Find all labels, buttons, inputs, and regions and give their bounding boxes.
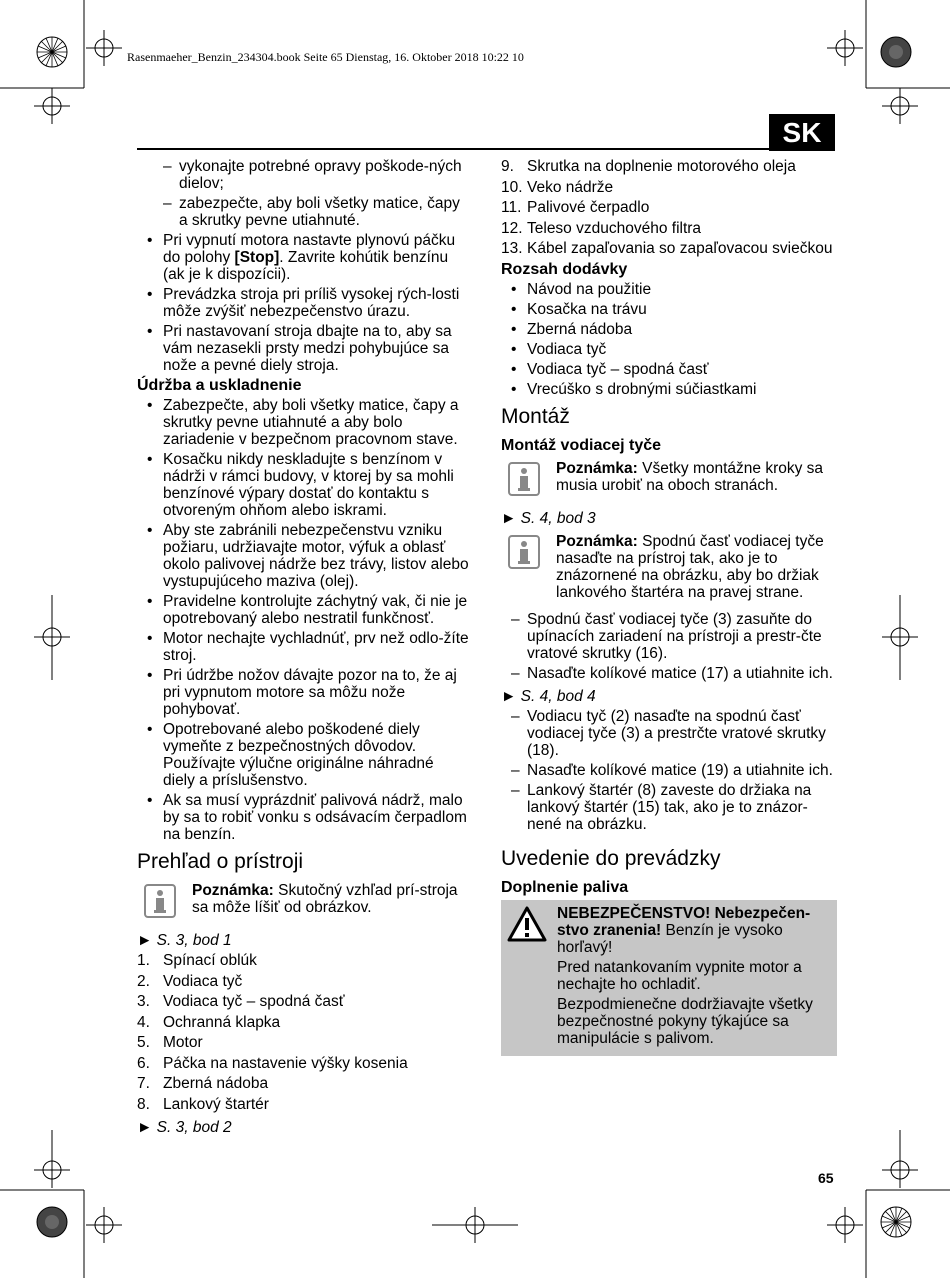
list-item: • Ak sa musí vyprázdniť palivová nádrž, malo by sa to robiť vonku s odsávacím čerpadlom na benzín. <box>137 792 469 843</box>
list-item: – Nasaďte kolíkové matice (17) a utiahnite ich. <box>501 665 837 682</box>
list-item: • Pri údržbe nožov dávajte pozor na to, že aj pri vypnutom motore sa môžu nože pohybovať. <box>137 667 469 718</box>
list-item: 3. Vodiaca tyč – spodná časť <box>137 993 345 1010</box>
list-item: – Lankový štartér (8) zaveste do držiaka na lankový štartér (15) tak, ako je to znázor-nené na obrázku. <box>501 782 837 833</box>
list-item: 5. Motor <box>137 1034 203 1051</box>
list-item: 2. Vodiaca tyč <box>137 972 243 990</box>
list-item: • Opotrebované alebo poškodené diely vymeňte z bezpečnostných dôvodov. Používajte výlučne originálne náhradné diely a príslušenstvo. <box>137 721 469 789</box>
overview-heading: Prehľad o prístroji <box>137 850 304 873</box>
figure-reference: ► S. 4, bod 3 <box>501 509 596 527</box>
fuel-subheading: Doplnenie paliva <box>501 878 629 896</box>
list-item: • Kosačka na trávu <box>501 301 837 318</box>
list-item: • Pri nastavovaní stroja dbajte na to, aby sa vám nezasekli prsty medzi pohybujúce sa nože a pevné diely stroja. <box>137 323 469 374</box>
list-item: • Pri vypnutí motora nastavte plynovú páčku do polohy [Stop]. Zavrite kohútik benzínu (ak je k dispozícii). <box>137 232 469 283</box>
list-item: – Spodnú časť vodiacej tyče (3) zasuňte do upínacích zariadení na prístroji a prestr-čte vratové skrutky (16). <box>501 611 837 662</box>
info-note-icon <box>508 535 540 569</box>
assembly-note: Poznámka: Všetky montážne kroky sa musia urobiť na oboch stranách. <box>501 460 837 500</box>
list-item: • Vrecúško s drobnými súčiastkami <box>501 381 837 398</box>
list-item: • Motor nechajte vychladnúť, prv než odlo-žíte stroj. <box>137 630 469 664</box>
list-item: 6. Páčka na nastavenie výšky kosenia <box>137 1054 408 1072</box>
danger-box: NEBEZPEČENSTVO! Nebezpečen-stvo zranenia! Benzín je vysoko horľavý! Pred natankovaním vypnite motor a nechajte ho ochladiť. Bezpodmienečne dodržiavajte všetky bezpečnostné pokyny týkajúce sa manipulácie s palivom. <box>501 900 837 1056</box>
list-item: 8. Lankový štartér <box>137 1095 269 1113</box>
list-item: 11. Palivové čerpadlo <box>501 199 650 216</box>
overview-note: Poznámka: Skutočný vzhľad prí-stroja sa môže líšiť od obrázkov. <box>137 882 469 922</box>
list-item: – vykonajte potrebné opravy poškode-ných dielov; <box>137 158 469 192</box>
assembly-heading: Montáž <box>501 404 570 428</box>
startup-heading: Uvedenie do prevádzky <box>501 846 721 870</box>
maintenance-heading: Údržba a uskladnenie <box>137 377 302 394</box>
list-item: – Vodiacu tyč (2) nasaďte na spodnú časť vodiacej tyče (3) a prestrčte vratové skrutky (18). <box>501 708 837 759</box>
list-item: 10. Veko nádrže <box>501 178 614 196</box>
list-item: • Zabezpečte, aby boli všetky matice, čapy a skrutky pevne utiahnuté a aby bolo zariadenie v bezpečnom pracovnom stave. <box>137 397 469 448</box>
list-item: 9. Skrutka na doplnenie motorového oleja <box>501 158 796 175</box>
list-item: • Aby ste zabránili nebezpečenstvu vzniku požiaru, udržiavajte motor, výfuk a oblasť okolo palivovej nádrže bez trávy, listov alebo vystupujúceho maziva (olej). <box>137 522 469 590</box>
list-item: 12. Teleso vzduchového filtra <box>501 219 702 237</box>
header-rule <box>137 148 835 150</box>
info-note-icon <box>144 884 176 918</box>
figure-reference: ► S. 4, bod 4 <box>501 687 596 705</box>
figure-reference: ► S. 3, bod 1 <box>137 932 232 949</box>
warning-triangle-icon <box>507 906 547 942</box>
right-column <box>501 158 837 1056</box>
list-item: • Návod na použitie <box>501 281 837 298</box>
list-item: • Vodiaca tyč <box>501 341 837 358</box>
list-item: • Kosačku nikdy neskladujte s benzínom v nádrži v rámci budovy, v ktorej by sa mohli benzínové výpary dostať do kontaktu s otvoreným ohňom alebo iskrami. <box>137 451 469 519</box>
list-item: • Vodiaca tyč – spodná časť <box>501 361 837 378</box>
assembly-note: Poznámka: Spodnú časť vodiacej tyče nasaďte na prístroj tak, ako je to znázornené na obrázku, aby bo držiak lankového štartéra na pravej strane. <box>501 533 837 601</box>
left-column <box>137 158 469 1139</box>
list-item: 13. Kábel zapaľovania so zapaľovacou sviečkou <box>501 240 833 257</box>
book-header: Rasenmaeher_Benzin_234304.book Seite 65 Dienstag, 16. Oktober 2018 10:22 10 <box>127 50 524 64</box>
list-item: 7. Zberná nádoba <box>137 1075 269 1092</box>
list-item: 4. Ochranná klapka <box>137 1013 281 1031</box>
figure-reference: ► S. 3, bod 2 <box>137 1118 232 1136</box>
page-number: 65 <box>818 1170 834 1186</box>
list-item: 1. Spínací oblúk <box>137 952 257 969</box>
list-item: • Pravidelne kontrolujte záchytný vak, či nie je opotrebovaný alebo nestratil funkčnosť. <box>137 593 469 627</box>
list-item: – zabezpečte, aby boli všetky matice, čapy a skrutky pevne utiahnuté. <box>137 195 469 229</box>
list-item: – Nasaďte kolíkové matice (19) a utiahnite ich. <box>501 762 837 779</box>
list-item: • Zberná nádoba <box>501 321 837 338</box>
info-note-icon <box>508 462 540 496</box>
delivery-heading: Rozsah dodávky <box>501 260 628 278</box>
list-item: • Prevádzka stroja pri príliš vysokej rých-losti môže zvýšiť nebezpečenstvo úrazu. <box>137 286 469 320</box>
assembly-subheading: Montáž vodiacej tyče <box>501 436 662 454</box>
language-badge: SK <box>769 114 835 151</box>
